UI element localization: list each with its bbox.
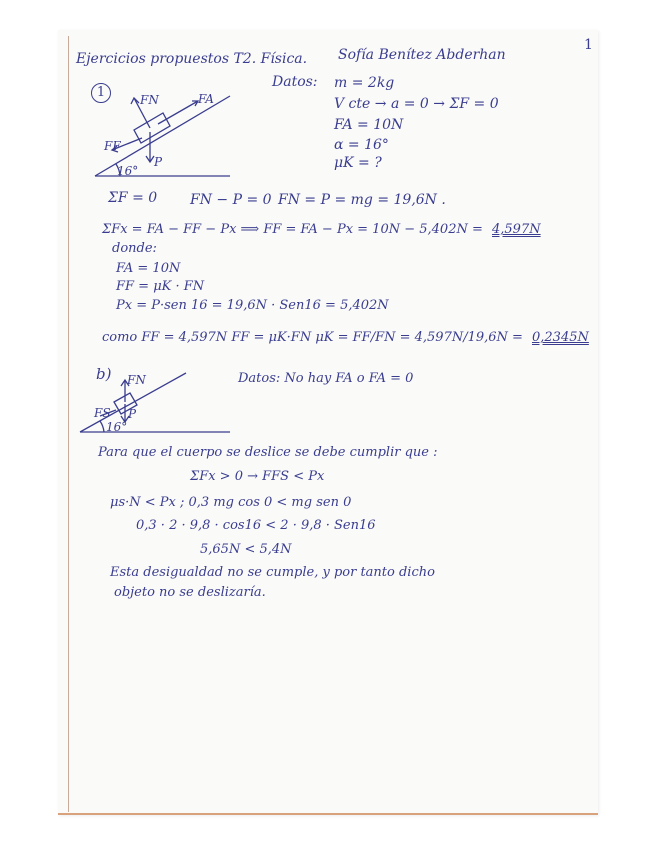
diagram2-fs-label: FS xyxy=(94,406,111,420)
dato-velocity: V cte → a = 0 → ΣF = 0 xyxy=(334,96,499,112)
page-title: Ejercicios propuestos T2. Física. xyxy=(76,51,308,67)
dato-mu: μK = ? xyxy=(334,155,382,171)
diagram1-fa-label: FA xyxy=(198,92,214,106)
diagram1-angle-label: 16° xyxy=(117,164,139,178)
condition-formula: ΣFx > 0 → FFS < Px xyxy=(190,469,325,484)
datos-label: Datos: xyxy=(272,74,318,90)
diagram2-p-label: P xyxy=(128,407,137,421)
dato-fa: FA = 10N xyxy=(334,117,404,133)
conclusion-line-1: Esta desigualdad no se cumple, y por tanto dicho xyxy=(110,565,435,580)
diagram1-p-label: P xyxy=(154,155,163,169)
eq-ff-result: 4,597N xyxy=(492,222,541,237)
dato-mass: m = 2kg xyxy=(334,75,395,91)
inequality-3: 5,65N < 5,4N xyxy=(200,542,292,557)
diagram2-fn-label: FN xyxy=(127,373,146,387)
como-line: como FF = 4,597N FF = μK·FN μK = FF/FN = 4,597N/19,6N = xyxy=(102,330,523,345)
page-number: 1 xyxy=(584,37,593,53)
author-name: Sofía Benítez Abderhan xyxy=(338,47,506,63)
inequality-1: μs·N < Px ; 0,3 mg cos 0 < mg sen 0 xyxy=(110,495,352,510)
eq-sum-forces: ΣF = 0 xyxy=(108,190,158,206)
diagram1-fn-label: FN xyxy=(140,93,159,107)
dato-angle: α = 16° xyxy=(334,137,389,153)
diagram1-ff-label: FF xyxy=(104,139,121,153)
inequality-2: 0,3 · 2 · 9,8 · cos16 < 2 · 9,8 · Sen16 xyxy=(136,518,376,533)
diagram2-angle-label: 16° xyxy=(106,420,128,434)
exercise-marker-1: 1 xyxy=(91,83,111,103)
part2-datos: Datos: No hay FA o FA = 0 xyxy=(238,371,414,386)
donde-fa: FA = 10N xyxy=(116,261,181,276)
mu-result: 0,2345N xyxy=(532,330,589,345)
exercise-marker-b: b) xyxy=(96,365,112,383)
donde-label: donde: xyxy=(112,241,157,256)
conclusion-line-2: objeto no se deslizaría. xyxy=(114,585,266,600)
donde-ff: FF = μK · FN xyxy=(116,279,205,294)
eq-normal: FN − P = 0 xyxy=(190,192,272,208)
donde-px: Px = P·sen 16 = 19,6N · Sen16 = 5,402N xyxy=(116,298,389,313)
condition-intro: Para que el cuerpo se deslice se debe cumplir que : xyxy=(98,445,438,460)
eq-sum-fx: ΣFx = FA − FF − Px ⟹ FF = FA − Px = 10N − 5,402N = xyxy=(102,222,483,237)
eq-normal-value: FN = P = mg = 19,6N . xyxy=(278,192,446,208)
